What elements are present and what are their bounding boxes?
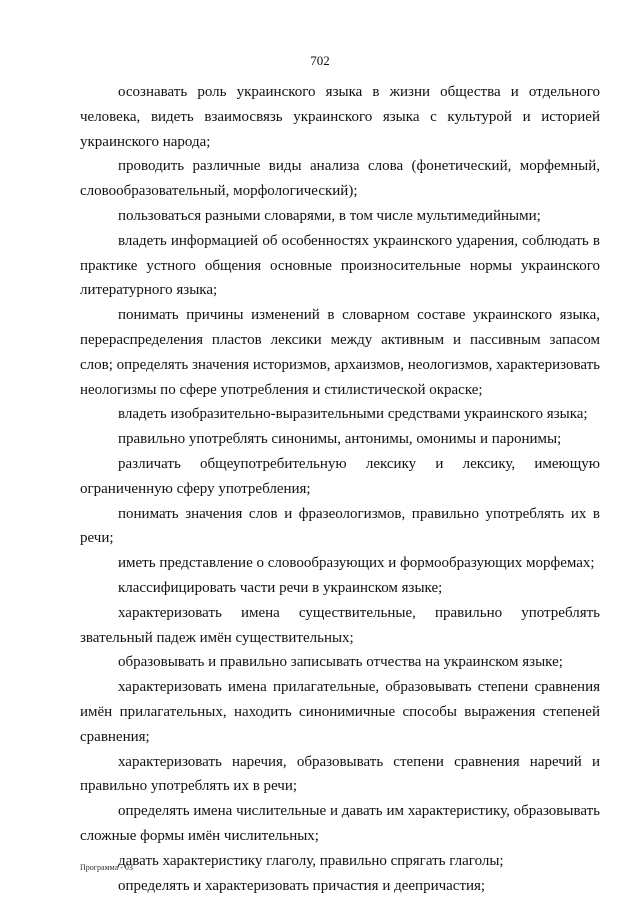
paragraph: проводить различные виды анализа слова (фонетический, морфемный, словообразовательный, морфологический); bbox=[80, 158, 600, 200]
paragraph: владеть изобразительно-выразительными средствами украинского языка; bbox=[118, 406, 588, 423]
paragraph: правильно употреблять синонимы, антонимы, омонимы и паронимы; bbox=[118, 431, 562, 448]
paragraph: давать характеристику глаголу, правильно спрягать глаголы; bbox=[118, 852, 504, 869]
paragraph: образовывать и правильно записывать отчества на украинском языке; bbox=[118, 654, 563, 671]
paragraph: классифицировать части речи в украинском языке; bbox=[118, 579, 443, 596]
paragraph: различать общеупотребительную лексику и лексику, имеющую ограниченную сферу употребления; bbox=[80, 455, 600, 497]
paragraph: иметь представление о словообразующих и формообразующих морфемах; bbox=[118, 555, 595, 572]
paragraph: характеризовать наречия, образовывать степени сравнения наречий и правильно употреблять их в речи; bbox=[80, 753, 600, 795]
paragraph: понимать значения слов и фразеологизмов, правильно употреблять их в речи; bbox=[80, 505, 600, 547]
footer-label: Программа - 03 bbox=[80, 863, 133, 872]
paragraph: определять и характеризовать причастия и деепричастия; bbox=[118, 877, 486, 894]
document-body bbox=[80, 80, 600, 898]
paragraph: характеризовать имена существительные, правильно употреблять звательный падеж имён существительных; bbox=[80, 604, 600, 646]
paragraph: пользоваться разными словарями, в том числе мультимедийными; bbox=[118, 207, 541, 224]
paragraph: владеть информацией об особенностях украинского ударения, соблюдать в практике устного общения основные произносительные нормы украинского литературного языка; bbox=[80, 232, 600, 299]
paragraph: характеризовать имена прилагательные, образовывать степени сравнения имён прилагательных, находить синонимичные способы выражения степеней сравнения; bbox=[80, 679, 600, 745]
paragraph: понимать причины изменений в словарном составе украинского языка, перераспределения пластов лексики между активным и пассивным запасом слов; определять значения историзмов, архаизмов, неологизмов, характеризовать неологизмы по сфере употребления и стилистической окраске; bbox=[80, 307, 600, 398]
paragraph: осознавать роль украинского языка в жизни общества и отдельного человека, видеть взаимосвязь украинского языка с культурой и историей украинского народа; bbox=[80, 84, 600, 150]
page-number: 702 bbox=[310, 53, 330, 68]
paragraph: определять имена числительные и давать им характеристику, образовывать сложные формы имён числительных; bbox=[80, 803, 600, 844]
